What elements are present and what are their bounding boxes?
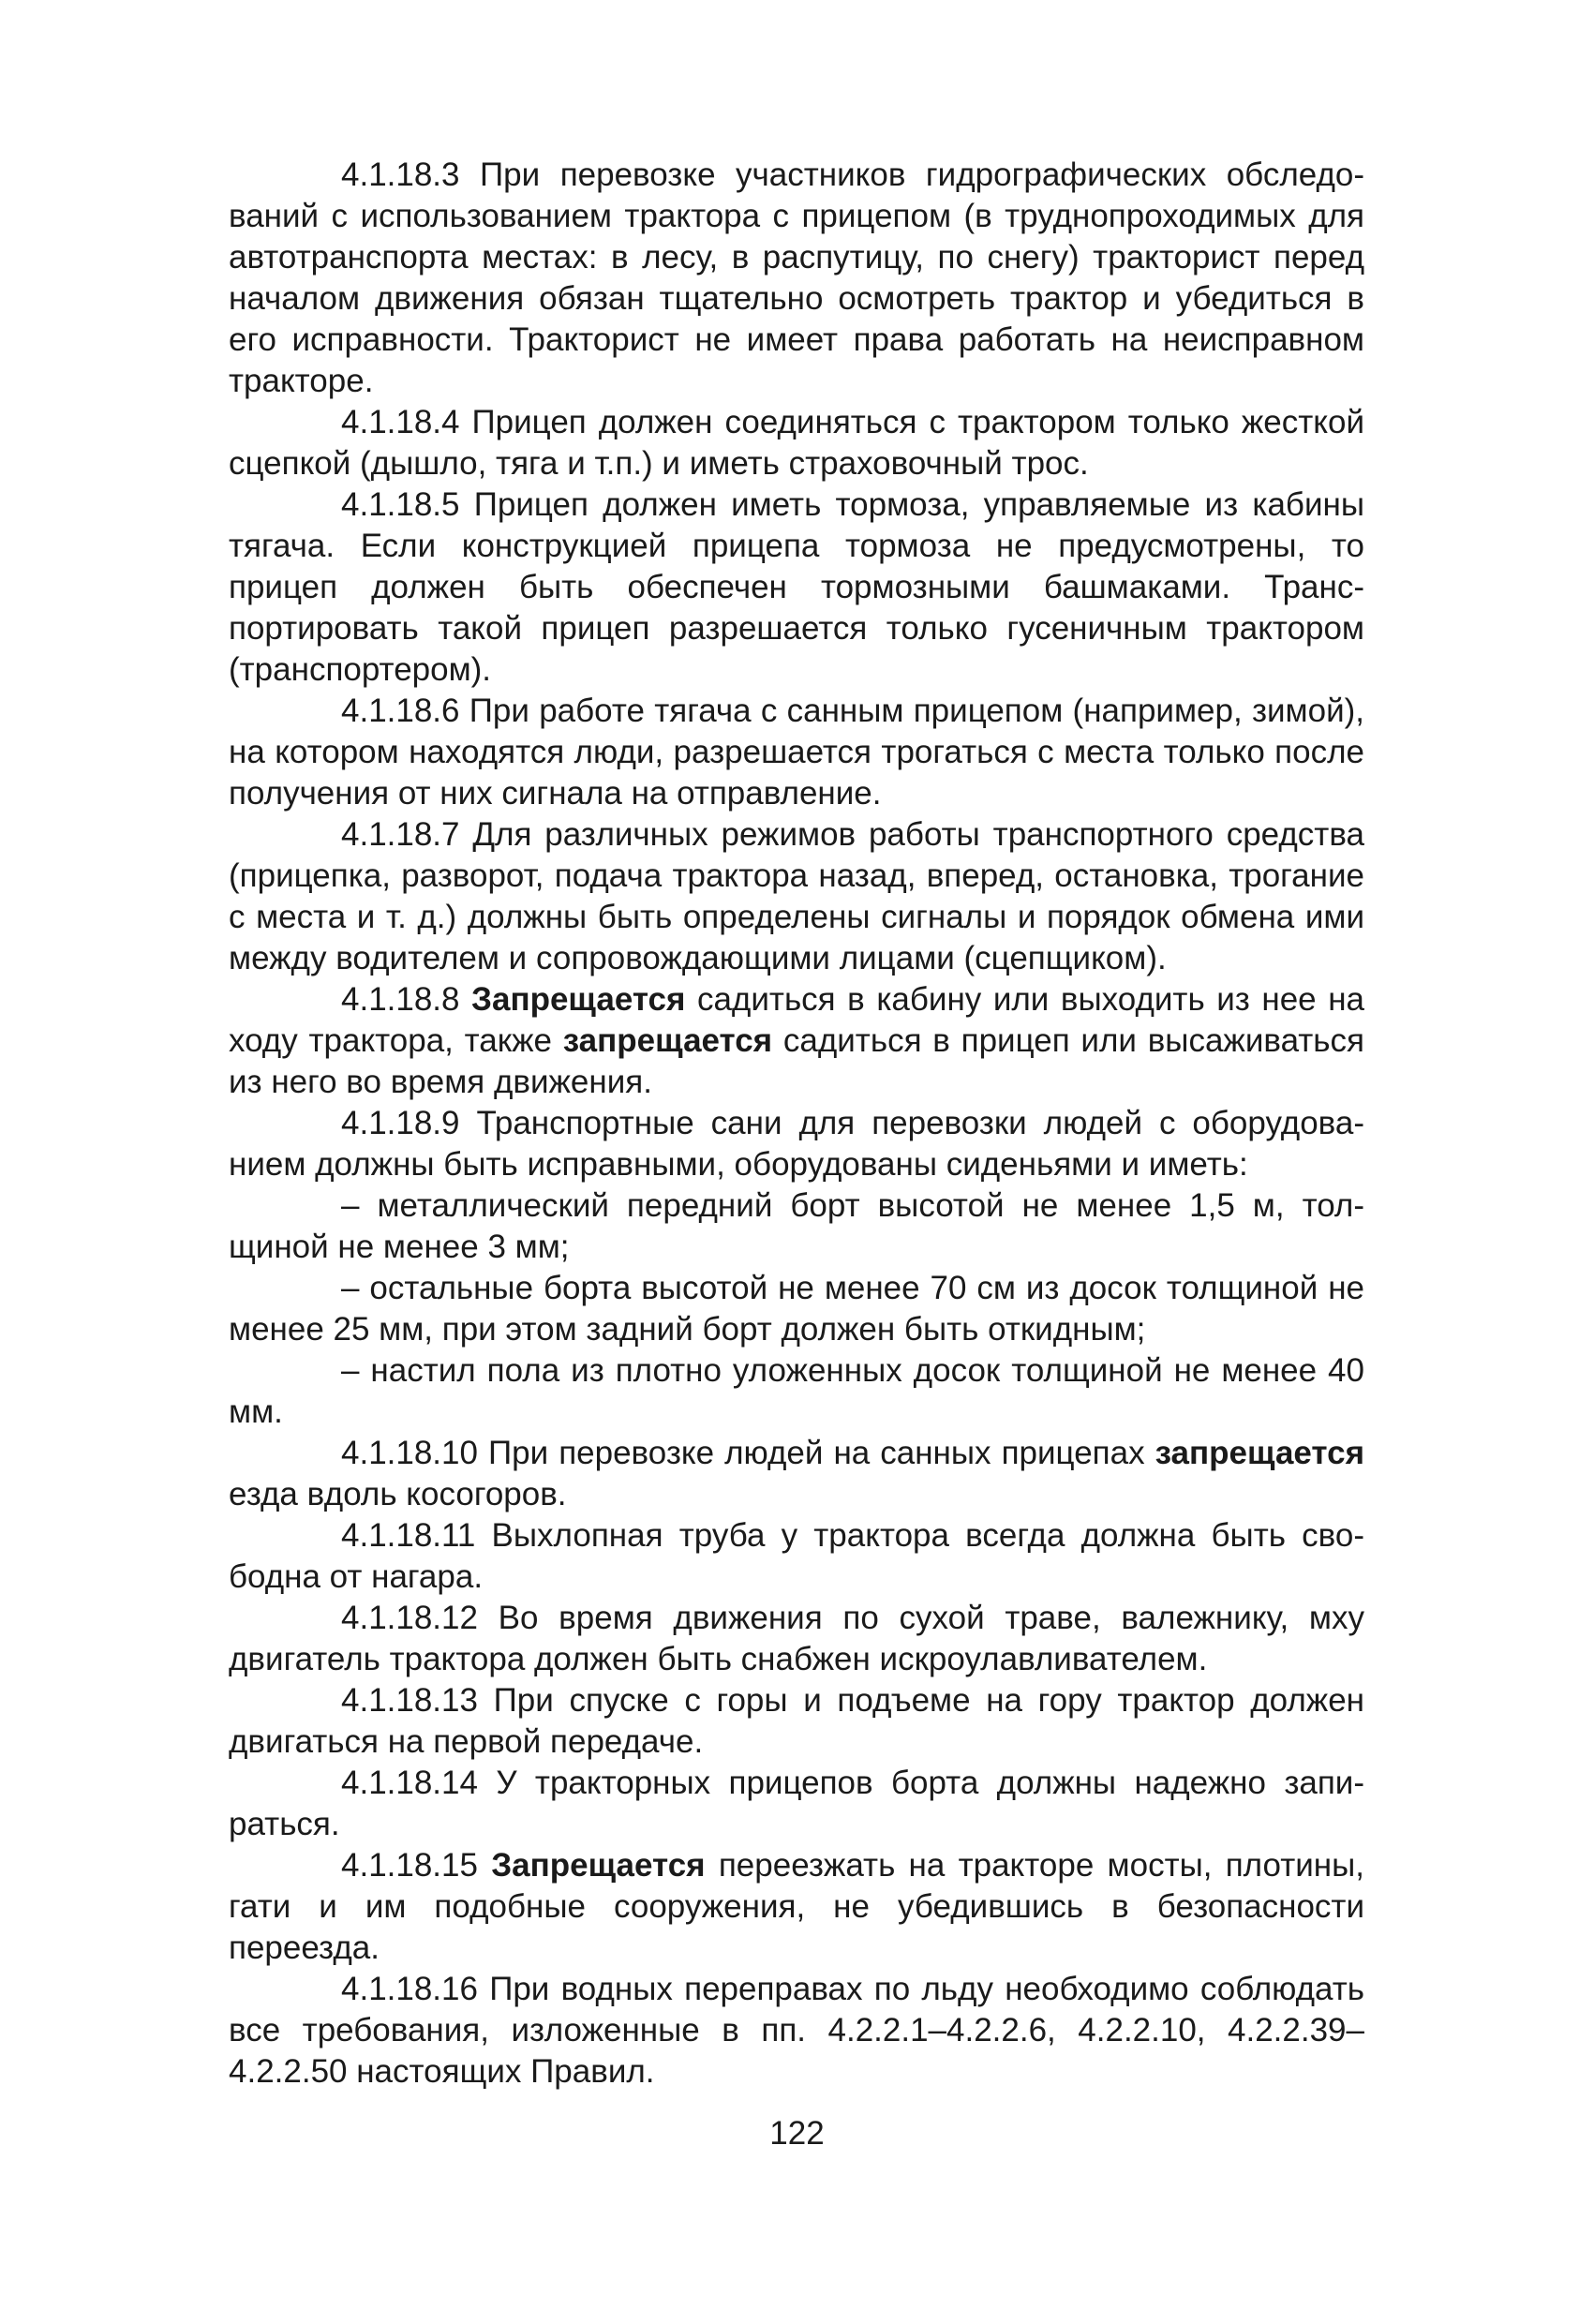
paragraph-4-1-18-9: 4.1.18.9 Транспортные сани для перевозки людей с оборудованием должны быть исправными, оборудованы сиденьями и иметь:	[229, 1105, 1364, 1183]
paragraph-4-1-18-11: 4.1.18.11 Выхлопная труба у трактора всегда должна быть свободна от нагара.	[229, 1517, 1364, 1595]
paragraph-4-1-18-14: 4.1.18.14 У тракторных прицепов борта должны надежно запираться.	[229, 1765, 1364, 1842]
paragraph-4-1-18-8	[229, 979, 1364, 1103]
paragraph-number: 4.1.18.15	[341, 1847, 492, 1884]
paragraph-4-1-18-12: 4.1.18.12 Во время движения по сухой траве, валежнику, мху двигатель трактора должен быть снабжен искроулавливателем.	[229, 1600, 1364, 1677]
paragraph-4-1-18-15	[229, 1845, 1364, 1969]
paragraph-number: 4.1.18.8	[341, 981, 472, 1018]
paragraph-text: езда вдоль косогоров.	[229, 1476, 567, 1512]
paragraph-text: садиться в прицеп или высаживаться из него во время движения.	[229, 1022, 1364, 1100]
list-item-front-board: – металлический передний борт высотой не менее 1,5 м, толщиной не менее 3 мм;	[229, 1187, 1364, 1265]
paragraph-4-1-18-6: 4.1.18.6 При работе тягача с санным прицепом (например, зимой), на котором находятся люди, разрешается трогаться с места только после получения от них сигнала на отправление.	[229, 693, 1364, 812]
list-item-floor: – настил пола из плотно уложенных досок толщиной не менее 40 мм.	[229, 1352, 1364, 1430]
paragraph-4-1-18-3: 4.1.18.3 При перевозке участников гидрографических обследований с использованием трактора с прицепом (в труднопроходимых для автотранспорта местах: в лесу, в распутицу, по снегу) тракторист перед началом движения обязан тщательно осмотреть трактор и убедиться в его исправности. Тракторист не имеет права работать на неисправном тракторе.	[229, 156, 1364, 399]
document-body	[229, 155, 1364, 2093]
page-number: 122	[769, 2115, 825, 2152]
paragraph-4-1-18-5: 4.1.18.5 Прицеп должен иметь тормоза, управляемые из кабины тягача. Если конструкцией прицепа тормоза не предусмотрены, то прицеп должен быть обеспечен тормозными башмаками. Транспортировать такой прицеп разрешается только гусеничным трактором (транспортером).	[229, 486, 1364, 688]
paragraph-4-1-18-4: 4.1.18.4 Прицеп должен соединяться с трактором только жесткой сцепкой (дышло, тяга и т.п.) и иметь страховочный трос.	[229, 404, 1364, 482]
prohibition-emphasis: Запрещается	[471, 981, 686, 1018]
paragraph-4-1-18-7: 4.1.18.7 Для различных режимов работы транспортного средства (прицепка, разворот, подача трактора назад, вперед, остановка, трогание с места и т. д.) должны быть определены сигналы и порядок обмена ими между водителем и сопровождающими лицами (сцепщиком).	[229, 816, 1364, 976]
list-item-side-boards: – остальные борта высотой не менее 70 см из досок толщиной не менее 25 мм, при этом задний борт должен быть откидным;	[229, 1270, 1364, 1348]
paragraph-text: переезжать на тракторе мосты, плотины, гати и им подобные сооружения, не убедившись в безопасности переезда.	[229, 1847, 1364, 1966]
prohibition-emphasis: запрещается	[562, 1022, 773, 1059]
paragraph-4-1-18-10	[229, 1433, 1364, 1515]
paragraph-4-1-18-13: 4.1.18.13 При спуске с горы и подъеме на гору трактор должен двигаться на первой передаче.	[229, 1682, 1364, 1760]
prohibition-emphasis: запрещается	[1155, 1435, 1364, 1471]
paragraph-4-1-18-16: 4.1.18.16 При водных переправах по льду необходимо соблюдать все требования, изложенные в пп. 4.2.2.1–4.2.2.6, 4.2.2.10, 4.2.2.39–4.2.2.50 настоящих Правил.	[229, 1971, 1364, 2090]
prohibition-emphasis: Запрещается	[491, 1847, 706, 1884]
paragraph-text: садиться в кабину или выходить из нее на ходу трактора, также	[229, 981, 1364, 1059]
paragraph-text: 4.1.18.10 При перевозке людей на санных прицепах	[341, 1435, 1155, 1471]
